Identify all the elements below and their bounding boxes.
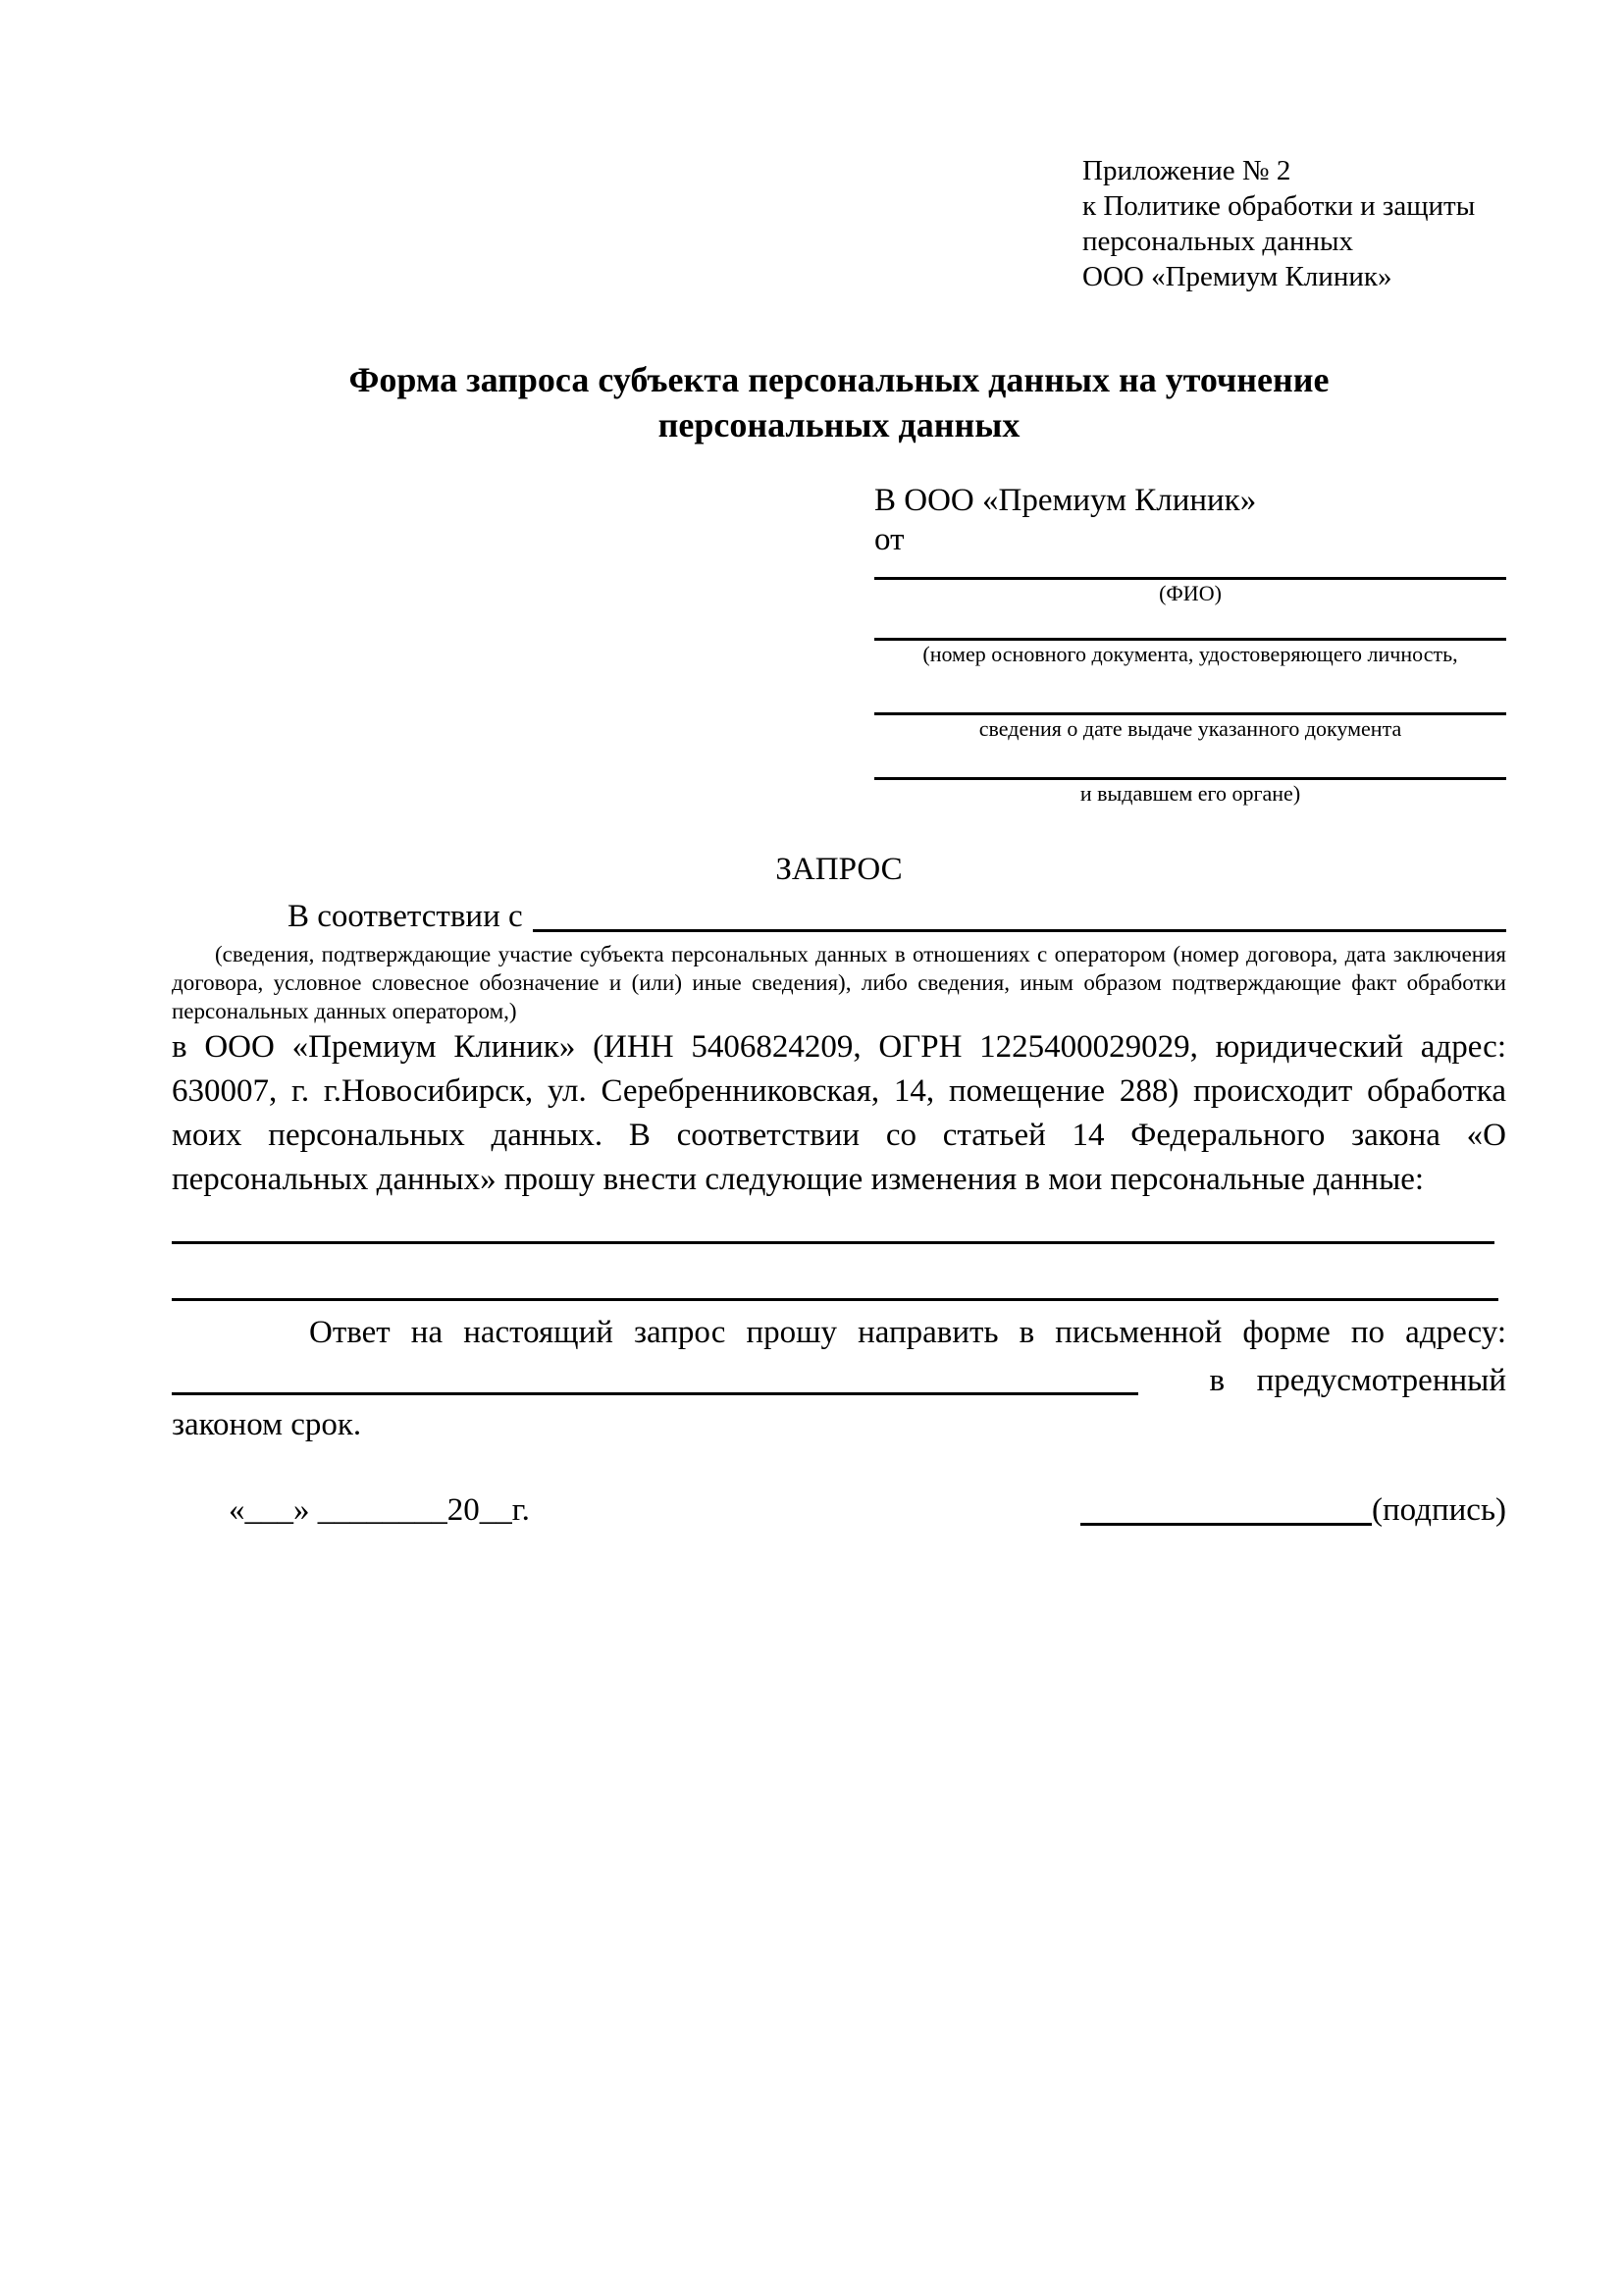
reply-address-row: [172, 1359, 1506, 1403]
appendix-line: к Политике обработки и защиты: [1082, 190, 1476, 222]
signature-caption: (подпись): [1372, 1492, 1506, 1528]
appendix-line: Приложение № 2: [1082, 155, 1291, 186]
basis-label: В соответствии с: [288, 899, 523, 934]
address-blank-line: [172, 1392, 1138, 1395]
issuing-authority-caption: и выдавшем его органе): [1079, 781, 1301, 806]
addressee-to: В ООО «Премиум Клиник»: [874, 483, 1257, 518]
date-field: «___» ________20__г.: [229, 1492, 530, 1528]
signature-group: [1080, 1488, 1506, 1533]
footer-row: [172, 1488, 1506, 1533]
basis-blank-line: [533, 895, 1506, 932]
reply-word: предусмотренный: [1256, 1363, 1506, 1398]
changes-blank-line-2: [172, 1298, 1498, 1301]
basis-indent: [172, 895, 288, 938]
appendix-line: персональных данных: [1082, 226, 1354, 257]
addressee-from: от: [874, 522, 905, 557]
issue-date-caption: сведения о дате выдаче указанного документа: [978, 716, 1402, 741]
reply-word: в: [1209, 1363, 1226, 1398]
document-content: [172, 0, 1506, 1533]
request-heading: ЗАПРОС: [775, 852, 903, 887]
reply-closing-text: законом срок.: [172, 1407, 362, 1442]
appendix-line: ООО «Премиум Клиник»: [1082, 261, 1392, 292]
signature-blank-line: [1080, 1523, 1372, 1526]
fio-caption: (ФИО): [1159, 581, 1222, 605]
document-title: Форма запроса субъекта персональных данных на уточнение персональных данных: [348, 360, 1330, 444]
document-number-caption: (номер основного документа, удостоверяющего личность,: [922, 642, 1458, 666]
changes-blank-line-1: [172, 1241, 1494, 1244]
appendix-block: [1082, 153, 1506, 294]
reply-intro-text: Ответ на настоящий запрос прошу направить в письменной форме по адресу:: [309, 1315, 1506, 1350]
basis-row: [172, 895, 1506, 938]
basis-note: (сведения, подтверждающие участие субъекта персональных данных в отношениях с оператором (номер договора, дата заключения договора, условное словесное обозначение и (или) иные сведения), либо сведения, иным образом подтверждающие факт обработки персональных данных оператором,): [172, 942, 1506, 1023]
addressee-block: [874, 481, 1506, 807]
request-body: в ООО «Премиум Клиник» (ИНН 5406824209, ОГРН 1225400029029, юридический адрес: 630007, г. г.Новосибирск, ул. Серебренниковская, 14, помещение 288) происходит обработка моих персональных данных. В соответствии со статьей 14 Федерального закона «О персональных данных» прошу внести следующие изменения в мои персональные данные:: [172, 1029, 1506, 1197]
